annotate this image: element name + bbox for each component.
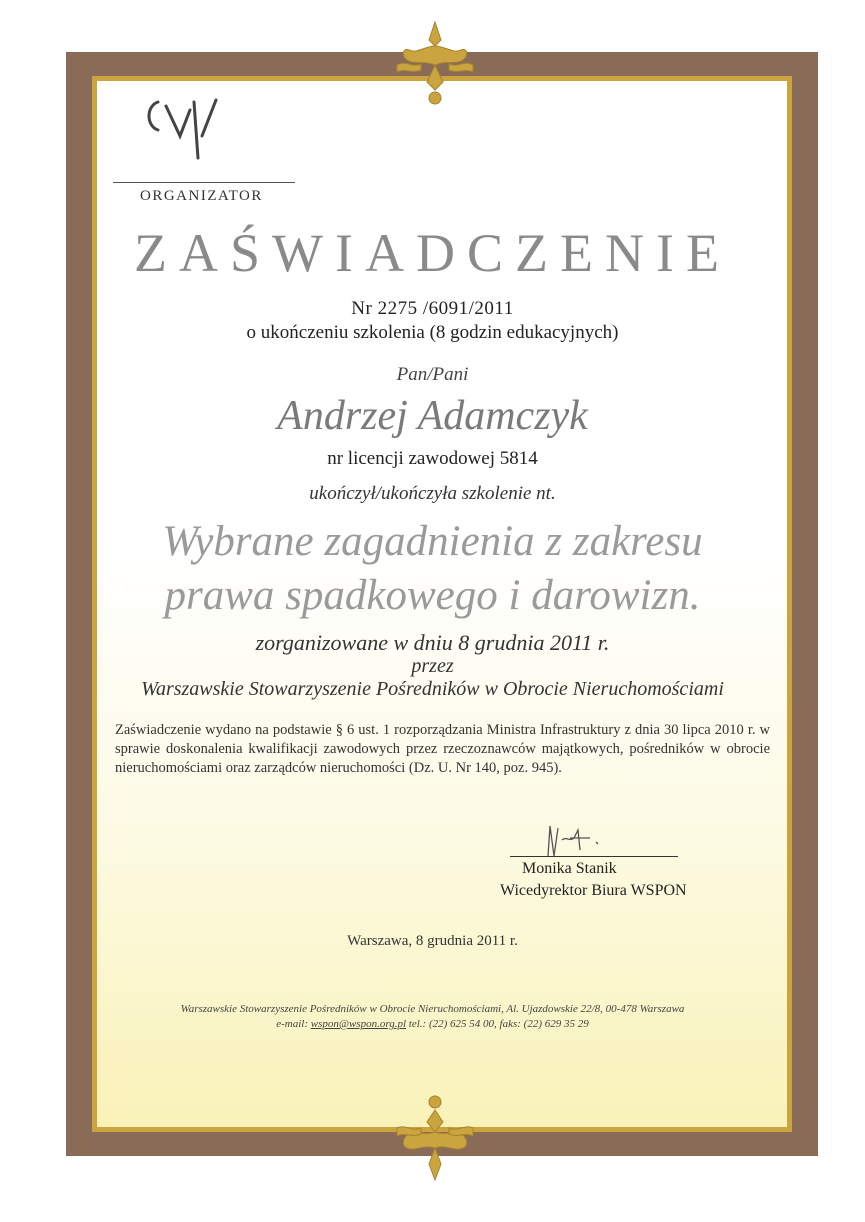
signature-icon bbox=[540, 820, 610, 860]
course-title bbox=[0, 515, 865, 623]
certificate-title: ZAŚWIADCZENIE bbox=[134, 223, 731, 283]
organized-date: zorganizowane w dniu 8 grudnia 2011 r. bbox=[255, 630, 610, 655]
footer-address: Warszawskie Stowarzyszenie Pośredników w Obrocie Nieruchomościami, Al. Ujazdowskie 22/8, 00-478 Warszawa bbox=[180, 1003, 685, 1015]
by-label: przez bbox=[411, 655, 454, 677]
footer-contact bbox=[0, 1018, 865, 1030]
completed-label: ukończył/ukończyła szkolenie nt. bbox=[309, 483, 556, 504]
salutation: Pan/Pani bbox=[396, 364, 469, 385]
signature-line bbox=[510, 856, 678, 857]
gold-ornament-top-icon bbox=[395, 20, 475, 110]
course-title-line-2: prawa spadkowego i darowizn. bbox=[164, 572, 701, 619]
legal-basis: Zaświadczenie wydano na podstawie § 6 ust. 1 rozporządzania Ministra Infrastruktury z dnia 30 lipca 2010 r. w sprawie doskonalenia kwalifikacji zawodowych przez rzeczoznawców majątkowych, pośredników w obrocie nieruchomościami oraz zarządców nieruchomości (Dz. U. Nr 140, poz. 945). bbox=[115, 722, 770, 776]
license-number: nr licencji zawodowej 5814 bbox=[327, 448, 538, 469]
organizer-label: ORGANIZATOR bbox=[140, 188, 263, 204]
footer-phones: tel.: (22) 625 54 00, faks: (22) 629 35 29 bbox=[408, 1018, 589, 1030]
course-title-line-1: Wybrane zagadnienia z zakresu bbox=[162, 518, 703, 565]
gold-ornament-bottom-icon bbox=[395, 1092, 475, 1182]
recipient-name: Andrzej Adamczyk bbox=[277, 393, 588, 439]
certificate-number: Nr 2275 /6091/2011 bbox=[351, 298, 514, 319]
footer-email-link[interactable]: wspon@wspon.org.pl bbox=[310, 1018, 407, 1030]
wspon-logo-icon bbox=[138, 92, 248, 162]
certificate-subtitle: o ukończeniu szkolenia (8 godzin edukacyjnych) bbox=[246, 322, 619, 343]
place-date: Warszawa, 8 grudnia 2011 r. bbox=[347, 933, 518, 949]
organization-name: Warszawskie Stowarzyszenie Pośredników w Obrocie Nieruchomościami bbox=[141, 678, 724, 700]
footer-email-label: e-mail: bbox=[276, 1018, 308, 1030]
signatory-role: Wicedyrektor Biura WSPON bbox=[500, 882, 687, 899]
organizer-rule bbox=[113, 182, 295, 183]
signatory-name: Monika Stanik bbox=[522, 860, 617, 877]
